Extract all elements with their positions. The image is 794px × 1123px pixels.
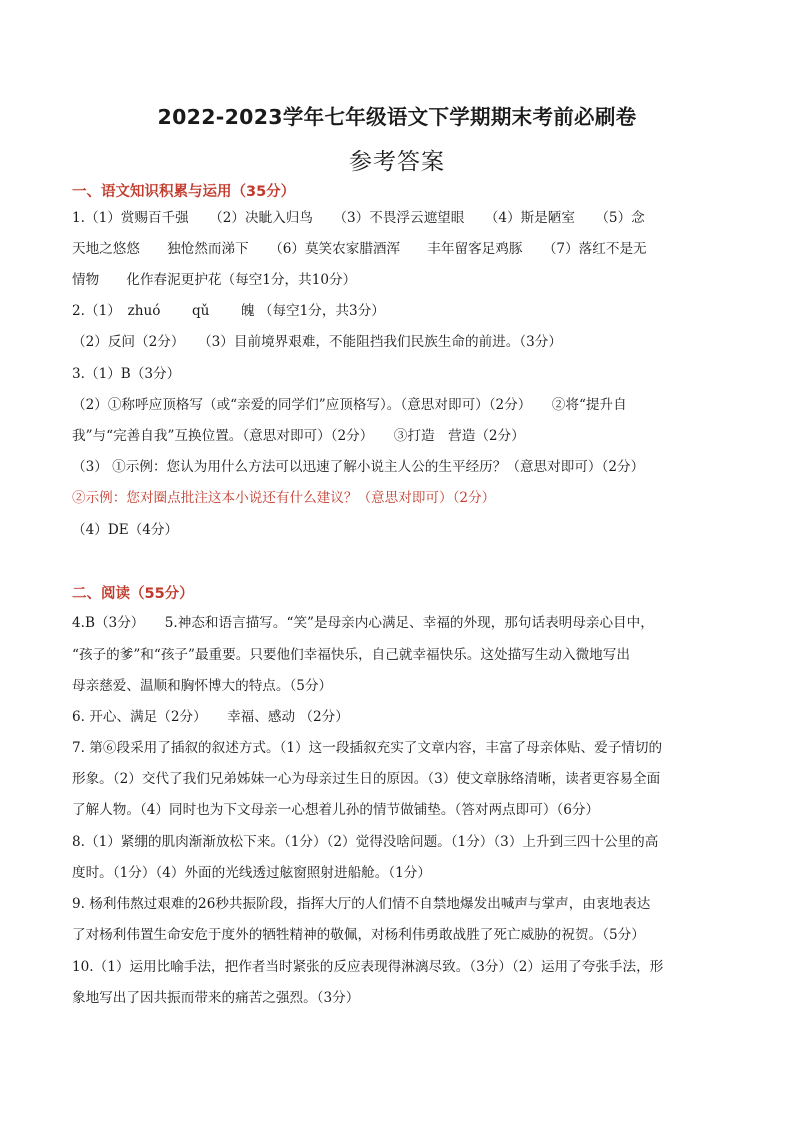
answer-line: （2）反问（2分） （3）目前境界艰难，不能阻挡我们民族生命的前进。（3分） [72,334,562,350]
answer-line: （4）DE（4分） [72,522,179,538]
answer-line: 形象。（2）交代了我们兄弟姊妹一心为母亲过生日的原因。（3）使文章脉络清晰，读者更容易全面 [72,771,661,787]
answer-line: 了解人物。（4）同时也为下文母亲一心想着儿孙的情节做铺垫。（答对两点即可）（6分） [72,802,600,818]
answer-line: 了对杨利伟置生命安危于度外的牺牲精神的敬佩，对杨利伟勇敢战胜了死亡威胁的祝贺。（5分） [72,927,645,943]
section-heading-2: 二、阅读（55分） [72,586,194,602]
answer-line: 6. 开心、满足（2分） 幸福、感动 （2分） [72,709,349,725]
answer-line: 1.（1）赏赐百千强 （2）决眦入归鸟 （3）不畏浮云遮望眼 （4）斯是陋室 （5）念 [72,210,645,226]
answer-line: 象地写出了因共振而带来的痛苦之强烈。（3分） [72,990,360,1006]
answer-line: 7. 第⑥段采用了插叙的叙述方式。（1）这一段插叙充实了文章内容，丰富了母亲体贴、爱子情切的 [72,740,663,756]
answer-line: 情物 化作春泥更护花（每空1分，共10分） [72,272,357,288]
answer-line: 天地之悠悠 独怆然而涕下 （6）莫笑农家腊酒浑 丰年留客足鸡豚 （7）落红不是无 [72,241,647,257]
answer-line: （2）①称呼应顶格写（或“亲爱的同学们”应顶格写）。（意思对即可）（2分） ②将“提升自 [72,397,627,413]
answer-line: 度时。（1分）（4）外面的光线透过舷窗照射进船舱。（1分） [72,865,431,881]
answer-line: 2.（1） zhuó qǔ 魄 （每空1分，共3分） [72,303,385,319]
section-heading-1: 一、语文知识积累与运用（35分） [72,184,296,200]
answer-line: （3） ①示例：您认为用什么方法可以迅速了解小说主人公的生平经历？（意思对即可）（2分） [72,459,645,475]
answer-line: 8.（1）紧绷的肌肉渐渐放松下来。（1分）（2）觉得没啥问题。（1分）（3）上升到三四十公里的高 [72,834,659,850]
answer-line: 母亲慈爱、温顺和胸怀博大的特点。（5分） [72,678,333,694]
page-title: 2022-2023学年七年级语文下学期期末考前必刷卷 [157,105,637,129]
answer-line: 我”与“完善自我”互换位置。（意思对即可）（2分） ③打造 营造（2分） [72,428,525,444]
answer-line: 9. 杨利伟熬过艰难的26秒共振阶段，指挥大厅的人们情不自禁地爆发出喊声与掌声，由衷地表达 [72,896,651,912]
answer-line: 10.（1）运用比喻手法，把作者当时紧张的反应表现得淋漓尽致。（3分）（2）运用了夸张手法，形 [72,959,664,975]
answer-line: 3.（1）B（3分） [72,366,181,382]
answer-line: 4.B（3分） 5.神态和语言描写。“笑”是母亲内心满足、幸福的外现，那句话表明母亲心目中， [72,615,654,631]
answer-line: “孩子的爹”和“孩子”最重要。只要他们幸福快乐，自己就幸福快乐。这处描写生动入微地写出 [72,647,630,663]
answer-line: ②示例：您对圈点批注这本小说还有什么建议？（意思对即可）（2分） [72,490,496,506]
page-subtitle: 参考答案 [349,149,445,175]
